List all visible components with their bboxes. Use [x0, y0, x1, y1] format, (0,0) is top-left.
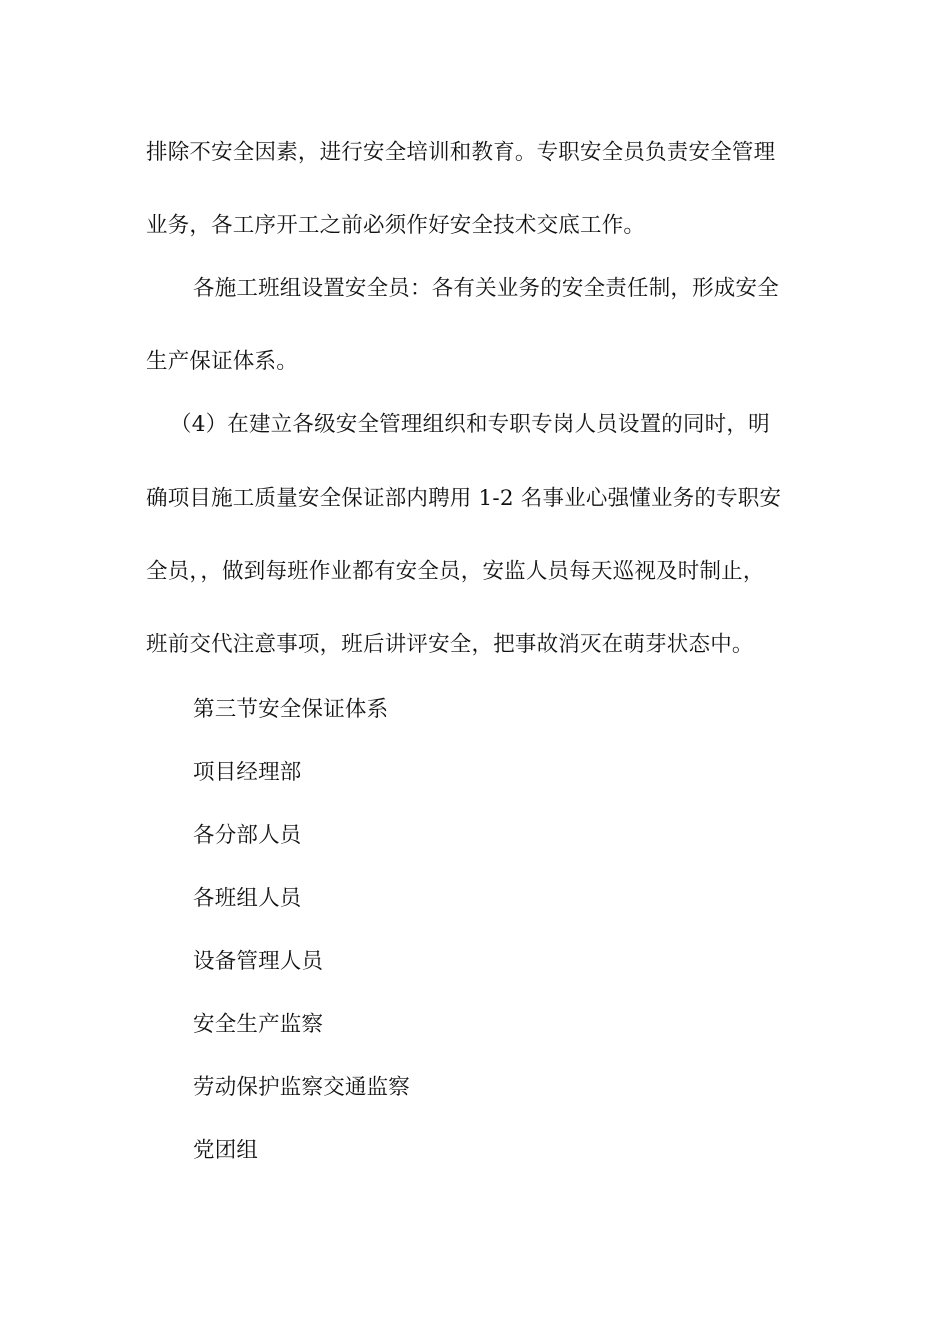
list-item: 党团组: [193, 1138, 259, 1163]
list-item: 项目经理部: [193, 760, 302, 785]
list-item: 设备管理人员: [193, 949, 324, 974]
list-item: 各班组人员: [193, 886, 302, 911]
list-item: 劳动保护监察交通监察: [193, 1075, 411, 1100]
paragraph-1-line-2: 业务，各工序开工之前必须作好安全技术交底工作。: [146, 213, 646, 238]
list-item: 安全生产监察: [193, 1012, 324, 1037]
paragraph-3-line-2: 确项目施工质量安全保证部内聘用 1-2 名事业心强懂业务的专职安: [146, 486, 782, 511]
list-item: 各分部人员: [193, 823, 302, 848]
paragraph-3-line-1: （4）在建立各级安全管理组织和专职专岗人员设置的同时，明: [170, 412, 770, 437]
paragraph-1-line-1: 排除不安全因素，进行安全培训和教育。专职安全员负责安全管理: [146, 140, 776, 165]
section-title: 第三节安全保证体系: [193, 697, 389, 722]
paragraph-2-line-2: 生产保证体系。: [146, 349, 298, 374]
paragraph-3-line-4: 班前交代注意事项，班后讲评安全，把事故消灭在萌芽状态中。: [146, 632, 754, 657]
paragraph-2-line-1: 各施工班组设置安全员：各有关业务的安全责任制，形成安全: [193, 276, 779, 301]
paragraph-3-line-3: 全员，，做到每班作业都有安全员，安监人员每天巡视及时制止，: [146, 559, 765, 584]
